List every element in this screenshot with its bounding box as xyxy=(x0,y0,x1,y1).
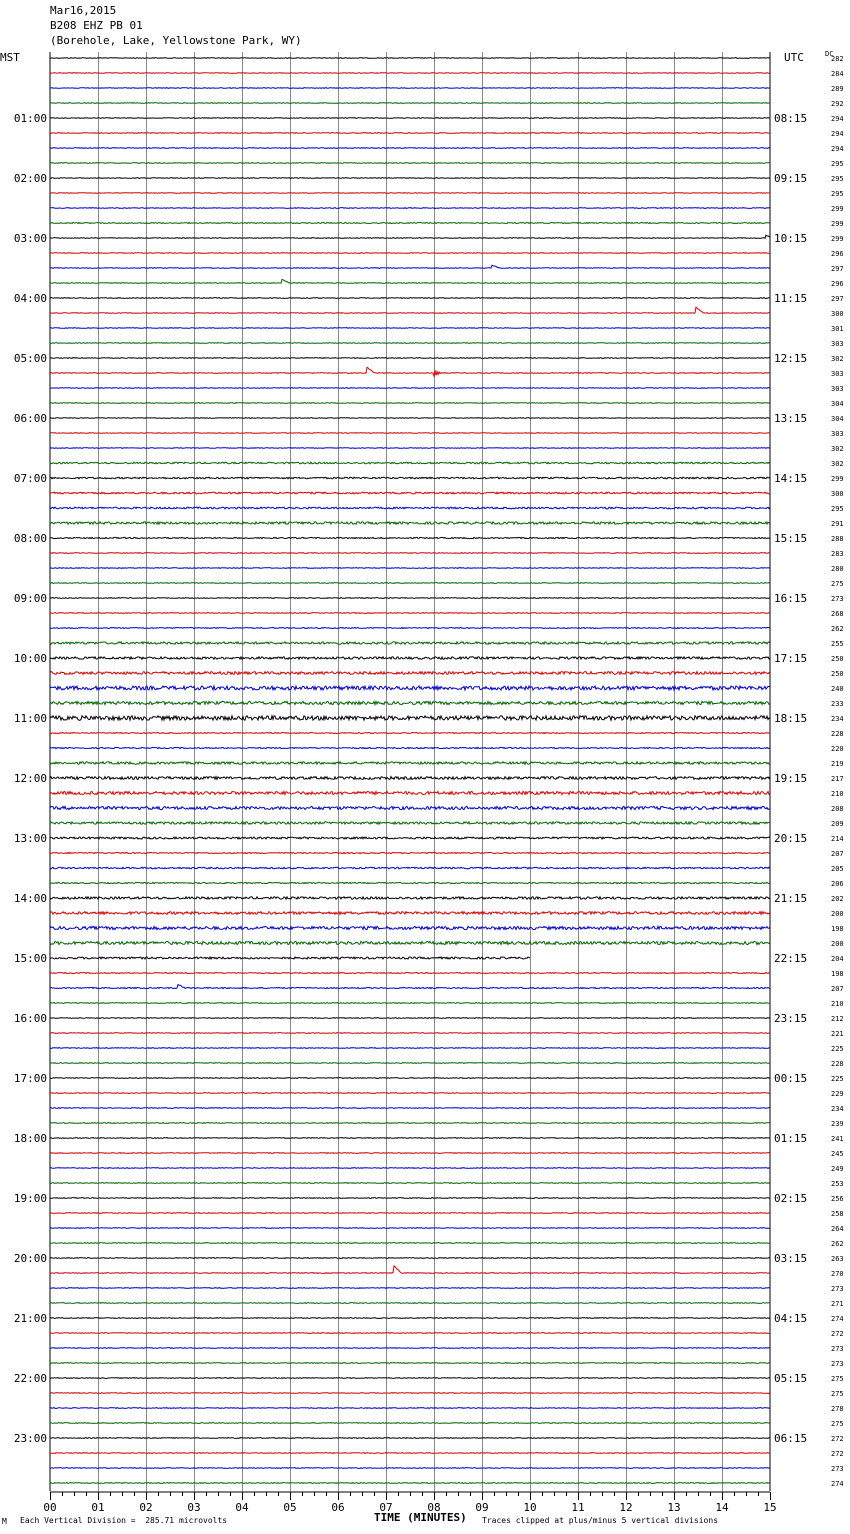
right-hour-label: 05:15 xyxy=(774,1372,808,1385)
dc-offset-label: 271 xyxy=(831,1300,844,1308)
seismic-trace xyxy=(50,133,770,134)
seismic-trace xyxy=(50,223,770,224)
dc-offset-label: 207 xyxy=(831,985,844,993)
dc-offset-label: 258 xyxy=(831,1210,844,1218)
dc-offset-label: 299 xyxy=(831,235,844,243)
dc-offset-label: 200 xyxy=(831,910,844,918)
dc-offset-label: 210 xyxy=(831,1000,844,1008)
dc-offset-label: 228 xyxy=(831,730,844,738)
seismic-trace xyxy=(50,492,770,494)
x-axis-title: TIME (MINUTES) xyxy=(374,1511,467,1524)
seismic-trace xyxy=(50,1198,770,1199)
x-tick-label: 15 xyxy=(763,1501,777,1514)
dc-offset-label: 282 xyxy=(831,55,844,63)
right-hour-label: 15:15 xyxy=(774,532,808,545)
seismic-trace xyxy=(50,973,770,974)
dc-offset-label: 289 xyxy=(831,85,844,93)
x-tick-label: 03 xyxy=(187,1501,201,1514)
x-tick-label: 01 xyxy=(91,1501,105,1514)
right-hour-label: 06:15 xyxy=(774,1432,808,1445)
dc-offset-label: 207 xyxy=(831,850,844,858)
dc-offset-label: 272 xyxy=(831,1435,844,1443)
left-hour-label: 23:00 xyxy=(13,1432,47,1445)
dc-offset-label: 299 xyxy=(831,220,844,228)
dc-offset-label: 292 xyxy=(831,100,844,108)
seismic-trace xyxy=(50,1153,770,1154)
dc-offset-label: 225 xyxy=(831,1045,844,1053)
right-hour-label: 03:15 xyxy=(774,1252,808,1265)
seismic-trace xyxy=(50,1318,770,1319)
footer-mark: M xyxy=(2,1517,7,1526)
right-hour-label: 02:15 xyxy=(774,1192,808,1205)
seismic-trace xyxy=(50,1303,770,1304)
right-hour-label: 14:15 xyxy=(774,472,808,485)
seismic-trace xyxy=(50,777,770,780)
x-tick-label: 13 xyxy=(667,1501,681,1514)
dc-offset-label: 234 xyxy=(831,715,844,723)
location-label: (Borehole, Lake, Yellowstone Park, WY) xyxy=(50,34,302,47)
seismic-trace xyxy=(50,178,770,179)
dc-offset-label: 274 xyxy=(831,1315,844,1323)
dc-offset-label: 275 xyxy=(831,1420,844,1428)
dc-offset-label: 272 xyxy=(831,1330,844,1338)
dc-offset-label: 220 xyxy=(831,745,844,753)
left-hour-label: 16:00 xyxy=(13,1012,47,1025)
right-hour-label: 18:15 xyxy=(774,712,808,725)
seismic-trace xyxy=(50,926,770,929)
dc-offset-label: 280 xyxy=(831,565,844,573)
right-hour-label: 19:15 xyxy=(774,772,808,785)
seismic-trace xyxy=(50,686,770,690)
dc-offset-label: 225 xyxy=(831,1075,844,1083)
seismic-trace xyxy=(50,806,770,809)
x-tick-label: 04 xyxy=(235,1501,249,1514)
seismic-trace xyxy=(50,1438,770,1439)
right-hour-label: 16:15 xyxy=(774,592,808,605)
seismic-trace xyxy=(50,1378,770,1379)
seismic-trace xyxy=(50,1048,770,1049)
seismic-trace xyxy=(50,733,770,734)
dc-offset-label: 299 xyxy=(831,205,844,213)
dc-offset-label: 302 xyxy=(831,445,844,453)
right-hour-label: 10:15 xyxy=(774,232,808,245)
seismic-trace xyxy=(50,1063,770,1064)
seismic-trace xyxy=(50,1123,770,1124)
seismic-trace xyxy=(50,657,770,659)
seismic-trace xyxy=(50,1138,770,1139)
seismic-trace xyxy=(50,1078,770,1079)
dc-offset-label: 208 xyxy=(831,805,844,813)
dc-offset-label: 262 xyxy=(831,625,844,633)
seismic-trace xyxy=(50,279,770,283)
dc-offset-label: 303 xyxy=(831,370,844,378)
date-label: Mar16,2015 xyxy=(50,4,117,17)
seismic-trace xyxy=(50,298,770,299)
dc-offset-label: 212 xyxy=(831,1015,844,1023)
x-tick-label: 08 xyxy=(427,1501,441,1514)
right-hour-label: 09:15 xyxy=(774,172,808,185)
seismic-trace xyxy=(50,941,770,944)
footer-scale: Each Vertical Division = 285.71 microvolts xyxy=(20,1516,228,1525)
dc-offset-label: 296 xyxy=(831,250,844,258)
dc-offset-label: 200 xyxy=(831,940,844,948)
dc-offset-label: 233 xyxy=(831,700,844,708)
right-hour-label: 13:15 xyxy=(774,412,808,425)
seismic-trace xyxy=(50,1093,770,1094)
dc-offset-label: 275 xyxy=(831,1375,844,1383)
dc-offset-label: 249 xyxy=(831,1165,844,1173)
left-hour-label: 21:00 xyxy=(13,1312,47,1325)
seismic-trace xyxy=(50,583,770,584)
seismic-trace xyxy=(50,73,770,74)
dc-offset-label: 295 xyxy=(831,175,844,183)
dc-offset-label: 303 xyxy=(831,340,844,348)
seismic-trace xyxy=(50,367,770,376)
seismic-trace xyxy=(50,148,770,149)
seismic-trace xyxy=(50,403,770,404)
left-hour-label: 18:00 xyxy=(13,1132,47,1145)
dc-offset-label: 294 xyxy=(831,115,844,123)
dc-offset-label: 239 xyxy=(831,1120,844,1128)
x-tick-label: 07 xyxy=(379,1501,393,1514)
left-hour-label: 01:00 xyxy=(13,112,47,125)
dc-offset-label: 296 xyxy=(831,280,844,288)
seismic-trace xyxy=(50,58,770,59)
left-hour-label: 10:00 xyxy=(13,652,47,665)
seismic-trace xyxy=(50,822,770,824)
right-hour-label: 00:15 xyxy=(774,1072,808,1085)
station-label: B208 EHZ PB 01 xyxy=(50,19,143,32)
dc-offset-label: 295 xyxy=(831,190,844,198)
seismic-trace xyxy=(50,1228,770,1229)
seismic-trace xyxy=(50,522,770,524)
seismic-trace xyxy=(50,1288,770,1289)
dc-offset-label: 274 xyxy=(831,1480,844,1488)
seismic-trace xyxy=(50,477,770,479)
dc-offset-label: 268 xyxy=(831,610,844,618)
x-tick-label: 00 xyxy=(43,1501,57,1514)
seismic-trace xyxy=(50,867,770,869)
dc-offset-label: 301 xyxy=(831,325,844,333)
dc-offset-label: 219 xyxy=(831,760,844,768)
seismic-trace xyxy=(50,448,770,449)
seismic-trace xyxy=(50,88,770,89)
dc-offset-label: 297 xyxy=(831,295,844,303)
seismic-trace xyxy=(50,1258,770,1259)
dc-offset-label: 302 xyxy=(831,460,844,468)
dc-offset-label: 288 xyxy=(831,535,844,543)
dc-offset-label: 209 xyxy=(831,820,844,828)
dc-offset-label: 295 xyxy=(831,505,844,513)
seismic-trace xyxy=(50,1468,770,1469)
seismic-trace xyxy=(50,716,770,720)
dc-offset-label: 272 xyxy=(831,1450,844,1458)
left-hour-label: 11:00 xyxy=(13,712,47,725)
dc-offset-label: 273 xyxy=(831,1345,844,1353)
seismic-trace xyxy=(50,1348,770,1349)
dc-offset-label: 275 xyxy=(831,1390,844,1398)
x-tick-label: 11 xyxy=(571,1501,585,1514)
seismic-trace xyxy=(50,1408,770,1409)
left-hour-label: 09:00 xyxy=(13,592,47,605)
x-tick-label: 12 xyxy=(619,1501,633,1514)
seismic-trace xyxy=(50,253,770,254)
dc-offset-label: 240 xyxy=(831,685,844,693)
dc-offset-label: 283 xyxy=(831,550,844,558)
x-tick-label: 09 xyxy=(475,1501,489,1514)
seismic-trace xyxy=(50,462,770,464)
seismic-trace xyxy=(50,1333,770,1334)
dc-offset-label: 217 xyxy=(831,775,844,783)
seismic-trace xyxy=(50,598,770,599)
dc-offset-label: 228 xyxy=(831,1060,844,1068)
x-tick-label: 06 xyxy=(331,1501,345,1514)
dc-offset-label: 303 xyxy=(831,385,844,393)
dc-offset-label: 205 xyxy=(831,865,844,873)
dc-offset-label: 300 xyxy=(831,490,844,498)
dc-offset-label: 250 xyxy=(831,655,844,663)
x-tick-label: 02 xyxy=(139,1501,153,1514)
left-timezone-label: MST xyxy=(0,51,20,64)
dc-offset-label: 250 xyxy=(831,670,844,678)
dc-offset-label: 273 xyxy=(831,1360,844,1368)
dc-offset-label: 278 xyxy=(831,1405,844,1413)
left-hour-label: 04:00 xyxy=(13,292,47,305)
dc-offset-label: 273 xyxy=(831,595,844,603)
dc-offset-label: 297 xyxy=(831,265,844,273)
seismic-trace xyxy=(50,235,770,238)
right-hour-label: 17:15 xyxy=(774,652,808,665)
left-hour-label: 20:00 xyxy=(13,1252,47,1265)
left-hour-label: 19:00 xyxy=(13,1192,47,1205)
seismic-trace xyxy=(50,507,770,509)
dc-offset-label: 291 xyxy=(831,520,844,528)
seismic-trace xyxy=(50,388,770,389)
seismic-trace xyxy=(50,265,770,268)
left-hour-label: 13:00 xyxy=(13,832,47,845)
left-hour-label: 17:00 xyxy=(13,1072,47,1085)
footer-clip: Traces clipped at plus/minus 5 vertical divisions xyxy=(482,1516,719,1525)
dc-offset-label: 262 xyxy=(831,1240,844,1248)
dc-offset-label: 204 xyxy=(831,955,844,963)
seismic-trace xyxy=(50,1183,770,1184)
dc-offset-label: 273 xyxy=(831,1285,844,1293)
dc-offset-label: 210 xyxy=(831,790,844,798)
seismic-trace xyxy=(50,837,770,839)
seismic-trace xyxy=(50,537,770,538)
seismic-trace xyxy=(50,1453,770,1454)
dc-offset-label: 295 xyxy=(831,160,844,168)
dc-offset-label: 304 xyxy=(831,400,844,408)
left-hour-label: 02:00 xyxy=(13,172,47,185)
right-hour-label: 23:15 xyxy=(774,1012,808,1025)
dc-offset-label: 273 xyxy=(831,1465,844,1473)
seismic-trace xyxy=(50,193,770,194)
dc-offset-label: 300 xyxy=(831,310,844,318)
seismic-trace xyxy=(50,882,770,883)
seismic-trace xyxy=(50,642,770,644)
seismic-trace xyxy=(50,1423,770,1424)
seismic-trace xyxy=(50,103,770,104)
seismic-trace xyxy=(50,628,770,629)
dc-offset-label: 206 xyxy=(831,880,844,888)
seismic-trace xyxy=(50,1393,770,1394)
dc-offset-label: 202 xyxy=(831,895,844,903)
right-hour-label: 12:15 xyxy=(774,352,808,365)
seismic-trace xyxy=(50,1108,770,1109)
dc-header-label: DC xyxy=(825,50,834,58)
dc-offset-label: 264 xyxy=(831,1225,844,1233)
right-hour-label: 22:15 xyxy=(774,952,808,965)
dc-offset-label: 294 xyxy=(831,145,844,153)
seismic-trace xyxy=(50,613,770,614)
x-tick-label: 05 xyxy=(283,1501,297,1514)
dc-offset-label: 198 xyxy=(831,925,844,933)
dc-offset-label: 256 xyxy=(831,1195,844,1203)
seismic-trace xyxy=(50,1363,770,1364)
dc-offset-label: 299 xyxy=(831,475,844,483)
dc-offset-label: 255 xyxy=(831,640,844,648)
right-timezone-label: UTC xyxy=(784,51,804,64)
seismic-trace xyxy=(50,1003,770,1004)
seismic-trace xyxy=(50,208,770,209)
right-hour-label: 21:15 xyxy=(774,892,808,905)
left-hour-label: 06:00 xyxy=(13,412,47,425)
seismic-trace xyxy=(50,568,770,569)
dc-offset-label: 234 xyxy=(831,1105,844,1113)
seismic-trace xyxy=(50,433,770,434)
seismic-trace xyxy=(50,852,770,853)
seismic-trace xyxy=(50,1033,770,1034)
seismic-trace xyxy=(50,553,770,554)
dc-offset-label: 214 xyxy=(831,835,844,843)
left-hour-label: 03:00 xyxy=(13,232,47,245)
dc-offset-label: 229 xyxy=(831,1090,844,1098)
dc-offset-label: 263 xyxy=(831,1255,844,1263)
dc-offset-label: 302 xyxy=(831,355,844,363)
dc-offset-label: 303 xyxy=(831,430,844,438)
seismic-trace xyxy=(50,1266,770,1274)
x-tick-label: 14 xyxy=(715,1501,729,1514)
dc-offset-label: 270 xyxy=(831,1270,844,1278)
seismic-trace xyxy=(50,791,770,794)
dc-offset-label: 275 xyxy=(831,580,844,588)
dc-offset-label: 221 xyxy=(831,1030,844,1038)
dc-offset-label: 245 xyxy=(831,1150,844,1158)
left-hour-label: 12:00 xyxy=(13,772,47,785)
left-hour-label: 07:00 xyxy=(13,472,47,485)
right-hour-label: 11:15 xyxy=(774,292,808,305)
x-tick-label: 10 xyxy=(523,1501,537,1514)
seismic-trace xyxy=(50,1213,770,1214)
left-hour-label: 05:00 xyxy=(13,352,47,365)
seismic-trace xyxy=(50,358,770,359)
seismic-trace xyxy=(50,897,770,899)
seismic-trace xyxy=(50,1243,770,1244)
seismic-trace xyxy=(50,701,770,704)
seismic-trace xyxy=(50,307,770,313)
seismic-trace xyxy=(50,1483,770,1484)
left-hour-label: 08:00 xyxy=(13,532,47,545)
dc-offset-label: 198 xyxy=(831,970,844,978)
seismic-trace xyxy=(50,328,770,329)
right-hour-label: 04:15 xyxy=(774,1312,808,1325)
seismic-trace xyxy=(50,985,770,989)
seismic-trace xyxy=(50,1018,770,1019)
seismic-trace xyxy=(50,118,770,119)
seismic-trace xyxy=(50,747,770,748)
dc-offset-label: 284 xyxy=(831,70,844,78)
seismic-trace xyxy=(50,343,770,344)
seismic-trace xyxy=(50,418,770,419)
seismic-trace xyxy=(50,1168,770,1169)
left-hour-label: 14:00 xyxy=(13,892,47,905)
right-hour-label: 01:15 xyxy=(774,1132,808,1145)
left-hour-label: 22:00 xyxy=(13,1372,47,1385)
seismic-trace xyxy=(50,672,770,675)
dc-offset-label: 304 xyxy=(831,415,844,423)
seismic-trace xyxy=(50,762,770,764)
left-hour-label: 15:00 xyxy=(13,952,47,965)
dc-offset-label: 241 xyxy=(831,1135,844,1143)
seismic-trace xyxy=(50,912,770,915)
right-hour-label: 08:15 xyxy=(774,112,808,125)
right-hour-label: 20:15 xyxy=(774,832,808,845)
dc-offset-label: 294 xyxy=(831,130,844,138)
dc-offset-label: 253 xyxy=(831,1180,844,1188)
seismic-trace xyxy=(50,163,770,164)
